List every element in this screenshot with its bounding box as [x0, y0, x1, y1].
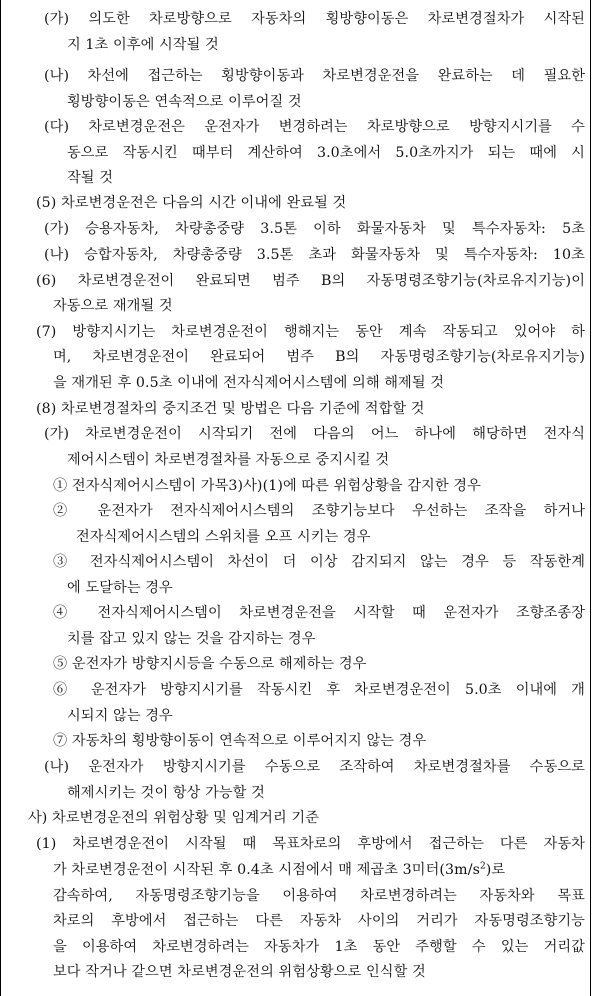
text-line: 작될 것: [67, 170, 114, 186]
text-line: 제어시스템이 차로변경절차를 자동으로 중지시킬 것: [67, 452, 390, 468]
text-line: 사) 차로변경운전의 위험상황 및 임계거리 기준: [28, 810, 319, 826]
text-line: 동으로 작동시킨 때부터 계산하여 3.0초에서 5.0초까지가 되는 때에 시: [67, 145, 585, 161]
text-line: ⑦ 자동차의 횡방향이동이 연속적으로 이루어지지 않는 경우: [53, 733, 427, 749]
text-line: (6) 차로변경운전이 완료되면 범주 B의 자동명령조향기능(차로유지기능)이: [36, 273, 585, 289]
text-line: 지 1초 이후에 시작될 것: [67, 37, 219, 53]
text-line: (나) 운전자가 방향지시기를 수동으로 조작하여 차로변경절차를 수동으로: [44, 759, 585, 775]
text-line: ② 운전자가 전자식제어시스템의 조향기능보다 우선하는 조작을 하거나: [53, 503, 585, 519]
text-line: (가) 승용자동차, 차량총중량 3.5톤 이하 화물자동차 및 특수자동차: 5초: [44, 221, 585, 237]
text-line: (가) 의도한 차로방향으로 자동차의 횡방향이동은 차로변경절차가 시작된: [44, 11, 585, 27]
text-line: 며, 차로변경운전이 완료되어 범주 B의 자동명령조향기능(차로유지기능): [53, 349, 585, 365]
text-line: 을 이용하여 차로변경하려는 자동차가 1초 동안 주행할 수 있는 거리값: [53, 939, 585, 955]
text-line: (1) 차로변경운전이 시작될 때 목표차로의 후방에서 접근하는 다른 자동차: [36, 836, 585, 852]
text-span: 가 차로변경운전이 시작된 후 0.4초 시점에서 매 제곱초 3미터(3m/s: [53, 862, 480, 878]
text-line: ⑤ 운전자가 방향지시등을 수동으로 해제하는 경우: [53, 656, 367, 672]
text-line: ① 전자식제어시스템이 가목3)사)(1)에 따른 위험상황을 감지한 경우: [53, 478, 481, 494]
text-line: (나) 차선에 접근하는 횡방향이동과 차로변경운전을 완료하는 데 필요한: [44, 68, 585, 84]
text-line: (5) 차로변경운전은 다음의 시간 이내에 완료될 것: [36, 195, 347, 211]
text-line: 해제시키는 것이 항상 가능할 것: [67, 785, 265, 801]
text-span: )로: [485, 862, 506, 878]
text-line: 자동으로 재개될 것: [53, 298, 173, 314]
text-line: ⑥ 운전자가 방향지시기를 작동시킨 후 차로변경운전이 5.0초 이내에 개: [53, 682, 585, 698]
text-line: (7) 방향지시기는 차로변경운전이 행해지는 동안 계속 작동되고 있어야 하: [36, 324, 585, 340]
text-line: (가) 차로변경운전이 시작되기 전에 다음의 어느 하나에 해당하면 전자식: [44, 426, 585, 442]
text-line: 감속하여, 자동명령조향기능을 이용하여 차로변경하려는 자동차와 목표: [53, 888, 585, 904]
superscript: 2: [479, 861, 486, 872]
text-line: 치를 잡고 있지 않는 것을 감지하는 경우: [67, 631, 316, 647]
text-line: 전자식제어시스템의 스위치를 오프 시키는 경우: [76, 529, 371, 545]
text-line: (나) 승합자동차, 차량총중량 3.5톤 초과 화물자동차 및 특수자동차: 10초: [44, 247, 585, 263]
text-line: ④ 전자식제어시스템이 차로변경운전을 시작할 때 운전자가 조향조종장: [53, 605, 585, 621]
text-line: 횡방향이동은 연속적으로 이루어질 것: [67, 94, 302, 110]
text-line: 차로의 후방에서 접근하는 다른 자동차 사이의 거리가 자동명령조향기능: [53, 913, 585, 929]
text-line: 보다 작거나 같으면 차로변경운전의 위험상황으로 인식할 것: [53, 964, 426, 980]
text-line: 을 재개된 후 0.5초 이내에 전자식제어시스템에 의해 해제될 것: [53, 375, 445, 391]
text-line: (다) 차로변경운전은 운전자가 변경하려는 차로방향으로 방향지시기를 수: [44, 119, 585, 135]
text-line: 시되지 않는 경우: [67, 708, 173, 724]
text-line: ③ 전자식제어시스템이 차선이 더 이상 감지되지 않는 경우 등 작동한계: [53, 554, 585, 570]
text-line: 에 도달하는 경우: [67, 580, 173, 596]
text-line: (8) 차로변경절차의 중지조건 및 방법은 다음 기준에 적합할 것: [36, 401, 425, 417]
text-line: [53, 857, 505, 883]
